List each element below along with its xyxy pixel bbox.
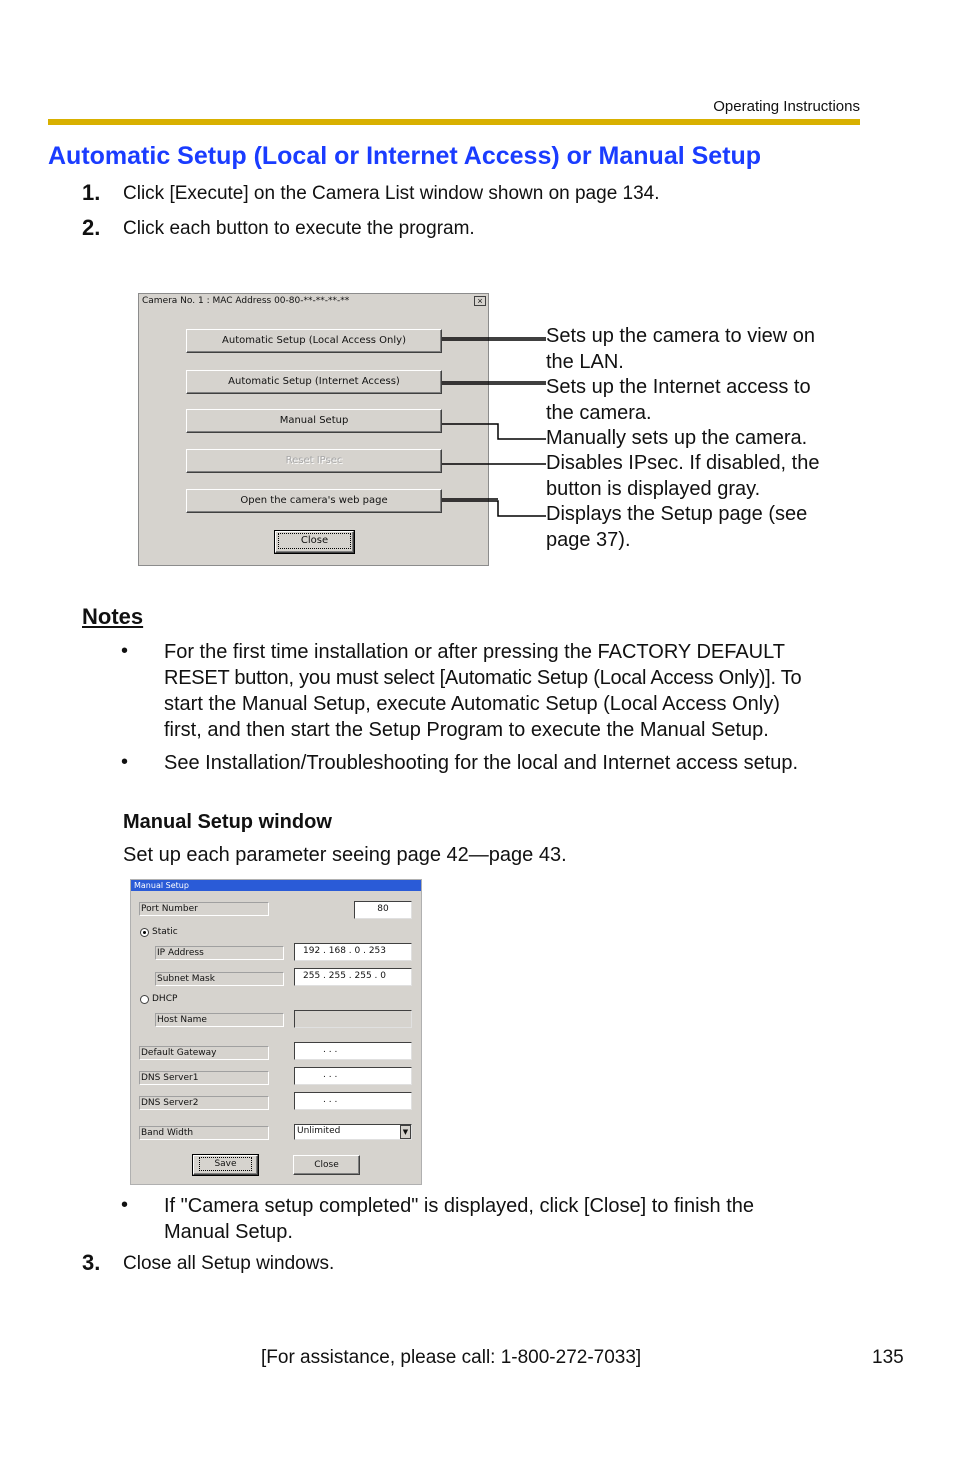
band-width-value: Unlimited	[297, 1126, 341, 1136]
dhcp-radio-label: DHCP	[152, 994, 178, 1004]
bullet-icon: •	[121, 1194, 129, 1216]
ip-address-label: IP Address	[155, 946, 284, 960]
automatic-setup-local-button[interactable]: Automatic Setup (Local Access Only)	[186, 329, 442, 353]
default-gateway-label: Default Gateway	[139, 1046, 269, 1060]
close-icon[interactable]: ×	[474, 296, 486, 306]
note-item-1: For the first time installation or after pressing the FACTORY DEFAULT RESET button, you must select [Automatic Setup (Local Access Only)]. To start the Manual Setup, execute Automatic Setup (Local Access Only) first, and then start the Setup Program to execute the Manual Setup.	[164, 641, 802, 741]
header-rule	[48, 119, 860, 125]
save-button-label: Save	[199, 1157, 251, 1171]
camera-setup-completed-note: If "Camera setup completed" is displayed, click [Close] to finish the Manual Setup.	[164, 1195, 755, 1243]
static-radio[interactable]	[140, 928, 149, 937]
setup-program-window	[138, 293, 489, 566]
notes-heading: Notes	[82, 604, 144, 629]
bullet-icon: •	[121, 640, 129, 662]
band-width-label: Band Width	[139, 1126, 269, 1140]
manual-setup-titlebar: Manual Setup	[131, 880, 421, 891]
assistance-footer: [For assistance, please call: 1-800-272-7033]	[261, 1347, 642, 1368]
dns-server2-input[interactable]: . . .	[294, 1092, 412, 1110]
manual-setup-heading: Manual Setup window	[123, 811, 332, 833]
section-title: Automatic Setup (Local or Internet Access) or Manual Setup	[48, 142, 762, 170]
callout-manual-setup: Manually sets up the camera.	[546, 427, 808, 449]
open-web-page-button[interactable]: Open the camera's web page	[186, 489, 442, 513]
host-name-label: Host Name	[155, 1013, 284, 1027]
port-number-label: Port Number	[139, 902, 269, 916]
manual-setup-intro: Set up each parameter seeing page 42—page 43.	[123, 844, 567, 866]
manual-setup-window	[130, 879, 422, 1185]
dhcp-radio[interactable]	[140, 995, 149, 1004]
dns-server1-label: DNS Server1	[139, 1071, 269, 1085]
callout-local-access: Sets up the camera to view on the LAN.	[546, 325, 816, 373]
callout-reset-ipsec: Disables IPsec. If disabled, the button is displayed gray.	[546, 452, 820, 500]
step-number-3: 3.	[82, 1250, 101, 1275]
default-gateway-input[interactable]: . . .	[294, 1042, 412, 1060]
callout-web-page: Displays the Setup page (see page 37).	[546, 503, 808, 551]
subnet-mask-input[interactable]: 255 . 255 . 255 . 0	[294, 968, 412, 986]
port-number-input[interactable]: 80	[354, 901, 412, 919]
step-number-1: 1.	[82, 180, 101, 205]
step-text-3: Close all Setup windows.	[123, 1253, 335, 1274]
close-button[interactable]	[275, 531, 354, 553]
manual-setup-button[interactable]: Manual Setup	[186, 409, 442, 433]
setup-window-titlebar: Camera No. 1 : MAC Address 00-80-**-**-**-**	[142, 296, 350, 306]
note-item-2: See Installation/Troubleshooting for the local and Internet access setup.	[164, 752, 799, 774]
bullet-icon: •	[121, 751, 129, 773]
callout-internet-access: Sets up the Internet access to the camera.	[546, 376, 811, 424]
step-text-1: Click [Execute] on the Camera List window shown on page 134.	[123, 183, 660, 204]
band-width-select[interactable]	[294, 1124, 412, 1140]
automatic-setup-internet-button[interactable]: Automatic Setup (Internet Access)	[186, 370, 442, 394]
step-number-2: 2.	[82, 215, 101, 240]
page-number: 135	[872, 1347, 904, 1368]
host-name-input[interactable]	[294, 1010, 412, 1028]
callout-leader-lines	[440, 330, 550, 520]
close-button-label: Close	[278, 533, 351, 549]
dns-server2-label: DNS Server2	[139, 1096, 269, 1110]
subnet-mask-label: Subnet Mask	[155, 972, 284, 986]
save-button[interactable]	[193, 1155, 258, 1175]
dns-server1-input[interactable]: . . .	[294, 1067, 412, 1085]
static-radio-label: Static	[152, 927, 178, 937]
chevron-down-icon[interactable]: ▼	[400, 1125, 411, 1139]
close-button[interactable]: Close	[293, 1155, 360, 1175]
reset-ipsec-button[interactable]: Reset IPsec	[186, 449, 442, 473]
step-text-2: Click each button to execute the program.	[123, 218, 475, 239]
ip-address-input[interactable]: 192 . 168 . 0 . 253	[294, 943, 412, 961]
running-header: Operating Instructions	[713, 98, 860, 115]
